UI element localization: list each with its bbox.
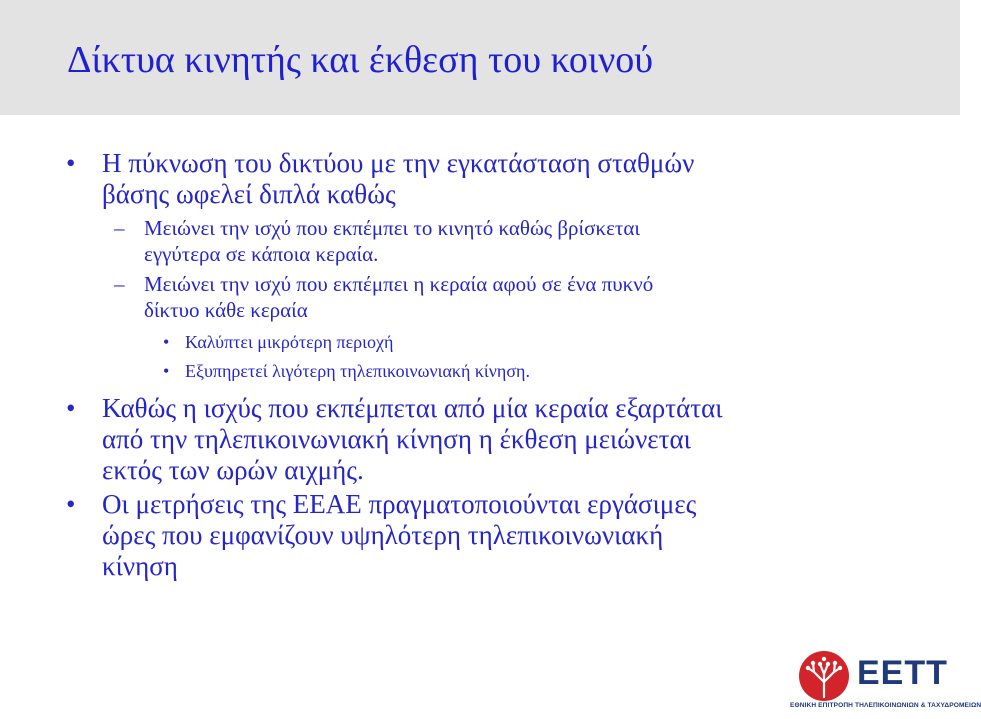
bullet-2-line-1: Καθώς η ισχύς που εκπέμπεται από μία κεραία εξαρτάται [102, 393, 723, 423]
bullet-3-line-2: ώρες που εμφανίζουν υψηλότερη τηλεπικοινωνιακή [102, 520, 664, 550]
bullet-2 [102, 393, 723, 486]
bullet-marker: • [66, 489, 76, 519]
bullet-1-sub-2-sub-1: Καλύπτει μικρότερη περιοχή [185, 332, 394, 352]
bullet-1-sub-2 [144, 271, 653, 323]
slide-title: Δίκτυα κινητής και έκθεση του κοινού [67, 39, 654, 81]
logo-wordmark: ΕΕΤΤ [857, 654, 948, 692]
logo-subtitle: ΕΘΝΙΚΗ ΕΠΙΤΡΟΠΗ ΤΗΛΕΠΙΚΟΙΝΩΝΙΩΝ & ΤΑΧΥΔΡΟΜΕΙΩΝ [790, 702, 981, 709]
bullet-1-sub-2-line-2: δίκτυο κάθε κεραία [144, 298, 308, 322]
bullet-3 [102, 489, 696, 582]
sub-bullet-marker: – [114, 216, 125, 240]
sub-bullet-marker: – [114, 272, 125, 296]
bullet-1-sub-2-line-1: Μειώνει την ισχύ που εκπέμπει η κεραία αφού σε ένα πυκνό [144, 272, 654, 296]
eett-emblem-icon [796, 650, 852, 702]
bullet-1 [102, 148, 694, 210]
sub-sub-bullet-marker: • [163, 332, 170, 352]
eett-logo [790, 646, 981, 716]
bullet-1-sub-1-line-2: εγγύτερα σε κάποια κεραία. [144, 242, 379, 266]
bullet-2-line-3: εκτός των ωρών αιχμής. [102, 455, 364, 485]
bullet-1-sub-2-sub-2: Εξυπηρετεί λιγότερη τηλεπικοινωνιακή κίνηση. [185, 361, 530, 381]
bullet-1-sub-1-line-1: Μειώνει την ισχύ που εκπέμπει το κινητό καθώς βρίσκεται [144, 216, 640, 240]
bullet-3-line-3: κίνηση [102, 551, 178, 581]
bullet-2-line-2: από την τηλεπικοινωνιακή κίνηση η έκθεση μειώνεται [102, 424, 691, 454]
bullet-marker: • [66, 148, 76, 178]
bullet-1-line-2: βάσης ωφελεί διπλά καθώς [102, 179, 396, 209]
bullet-1-sub-1 [144, 215, 640, 267]
bullet-1-line-1: Η πύκνωση του δικτύου με την εγκατάσταση σταθμών [102, 148, 695, 178]
sub-sub-bullet-marker: • [163, 361, 170, 381]
bullet-marker: • [66, 393, 76, 423]
bullet-3-line-1: Οι μετρήσεις της ΕΕΑΕ πραγματοποιούνται εργάσιμες [102, 489, 697, 519]
